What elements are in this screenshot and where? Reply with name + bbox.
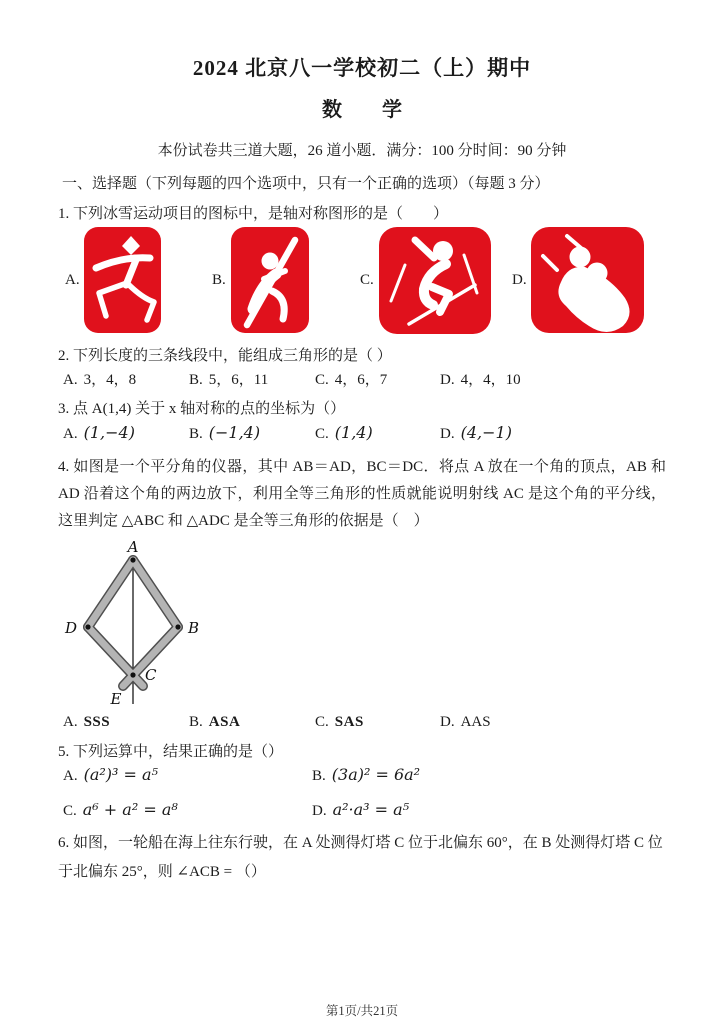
bobsled-icon bbox=[531, 227, 644, 333]
question-2-options bbox=[63, 368, 663, 389]
option-value: a⁶ + a² = a⁸ bbox=[82, 800, 178, 819]
option bbox=[63, 800, 312, 820]
question-3-text: 3. 点 A(1,4) 关于 x 轴对称的点的坐标为（） bbox=[58, 401, 346, 417]
option bbox=[315, 423, 440, 443]
freestyle-skiing-aerials-icon bbox=[84, 227, 161, 333]
option-value: AAS bbox=[460, 714, 491, 730]
option-letter: C. bbox=[315, 426, 329, 442]
question-5-text: 5. 下列运算中，结果正确的是（） bbox=[58, 744, 284, 760]
option-value: 5，6，11 bbox=[208, 372, 269, 388]
option-value: (4,−1) bbox=[460, 423, 512, 442]
option-value: (1,−4) bbox=[83, 423, 135, 442]
option bbox=[440, 423, 663, 443]
option-letter: D. bbox=[312, 803, 327, 819]
option-letter: D. bbox=[440, 426, 455, 442]
question-2-text: 2. 下列长度的三条线段中，能组成三角形的是（ ） bbox=[58, 348, 392, 364]
option-letter: A. bbox=[63, 768, 78, 784]
question-6-text: 6. 如图，一轮船在海上往东行驶，在 A 处测得灯塔 C 位于北偏东 60°，在 B 处测得灯塔 C 位于北偏东 25°，则 ∠ACB = （） bbox=[58, 835, 663, 880]
question-1-option-b bbox=[212, 227, 360, 333]
option-letter: C. bbox=[63, 803, 77, 819]
option-value: (−1,4) bbox=[208, 423, 261, 442]
page-title: 2024 北京八一学校初二（上）期中 bbox=[192, 56, 532, 80]
option-value: SSS bbox=[83, 714, 111, 730]
option bbox=[315, 368, 440, 389]
vertex-label-a: A bbox=[127, 538, 139, 556]
moguls-skiing-icon bbox=[379, 227, 491, 334]
page-number-footer: 第1页/共21页 bbox=[325, 1004, 399, 1018]
option-letter: D. bbox=[440, 372, 455, 388]
option-letter: D. bbox=[440, 714, 455, 730]
question-1-icon-row bbox=[65, 226, 665, 334]
option-value: 4，4，10 bbox=[460, 372, 521, 388]
option-value: a²·a³ = a⁵ bbox=[332, 800, 410, 819]
option-letter: A. bbox=[63, 714, 78, 730]
vertex-label-d: D bbox=[64, 619, 77, 637]
section-1-heading: 一、选择题（下列每题的四个选项中，只有一个正确的选项）（每题 3 分） bbox=[62, 176, 550, 192]
option bbox=[315, 714, 440, 731]
question-3-options bbox=[63, 423, 663, 443]
option bbox=[189, 423, 315, 443]
option-letter: B. bbox=[212, 271, 226, 288]
vertex-label-b: B bbox=[188, 619, 200, 637]
option-letter: D. bbox=[512, 271, 527, 288]
angle-bisector-instrument-figure bbox=[55, 538, 260, 708]
option-letter: B. bbox=[189, 714, 203, 730]
exam-info-line: 本份试卷共三道大题，26 道小题．满分：100 分时间：90 分钟 bbox=[157, 143, 567, 159]
option-letter: B. bbox=[189, 372, 203, 388]
option-value: SAS bbox=[334, 714, 364, 730]
option-value: (3a)² = 6a² bbox=[331, 765, 421, 784]
question-1-text: 1. 下列冰雪运动项目的图标中，是轴对称图形的是（ ） bbox=[58, 206, 449, 222]
option bbox=[189, 368, 315, 389]
question-5-options-row-1 bbox=[63, 765, 663, 785]
option-letter: C. bbox=[315, 714, 329, 730]
subject-title: 数 学 bbox=[322, 99, 402, 121]
speed-skating-icon bbox=[231, 227, 309, 333]
option-letter: A. bbox=[65, 271, 80, 288]
option bbox=[312, 800, 663, 820]
option-letter: C. bbox=[315, 372, 329, 388]
vertex-label-e: E bbox=[110, 690, 122, 708]
option-letter: C. bbox=[360, 271, 374, 288]
question-4-options bbox=[63, 714, 663, 731]
option-value: (1,4) bbox=[334, 423, 373, 442]
option bbox=[63, 368, 189, 389]
option-letter: A. bbox=[63, 426, 78, 442]
question-1-option-c bbox=[360, 227, 512, 334]
option-letter: B. bbox=[189, 426, 203, 442]
option-value: 3，4，8 bbox=[83, 372, 137, 388]
question-1-option-d bbox=[512, 227, 665, 333]
option bbox=[63, 765, 312, 785]
option-value: 4，6，7 bbox=[334, 372, 388, 388]
option bbox=[440, 368, 663, 389]
vertex-label-c: C bbox=[145, 666, 157, 684]
option bbox=[440, 714, 663, 731]
option-value: (a²)³ = a⁵ bbox=[83, 765, 158, 784]
option bbox=[312, 765, 663, 785]
option-letter: B. bbox=[312, 768, 326, 784]
question-4-text: 4. 如图是一个平分角的仪器，其中 AB＝AD，BC＝DC．将点 A 放在一个角的顶点，AB 和 AD 沿着这个角的两边放下，利用全等三角形的性质就能说明射线 AC 是这个角的平分线，这里判定 △ABC 和 △ADC 是全等三角形的依据是（ ） bbox=[58, 459, 666, 529]
question-5-options-row-2 bbox=[63, 800, 663, 820]
option bbox=[63, 714, 189, 731]
question-1-option-a bbox=[65, 227, 212, 333]
option-letter: A. bbox=[63, 372, 78, 388]
option-value: ASA bbox=[208, 714, 241, 730]
option bbox=[189, 714, 315, 731]
option bbox=[63, 423, 189, 443]
